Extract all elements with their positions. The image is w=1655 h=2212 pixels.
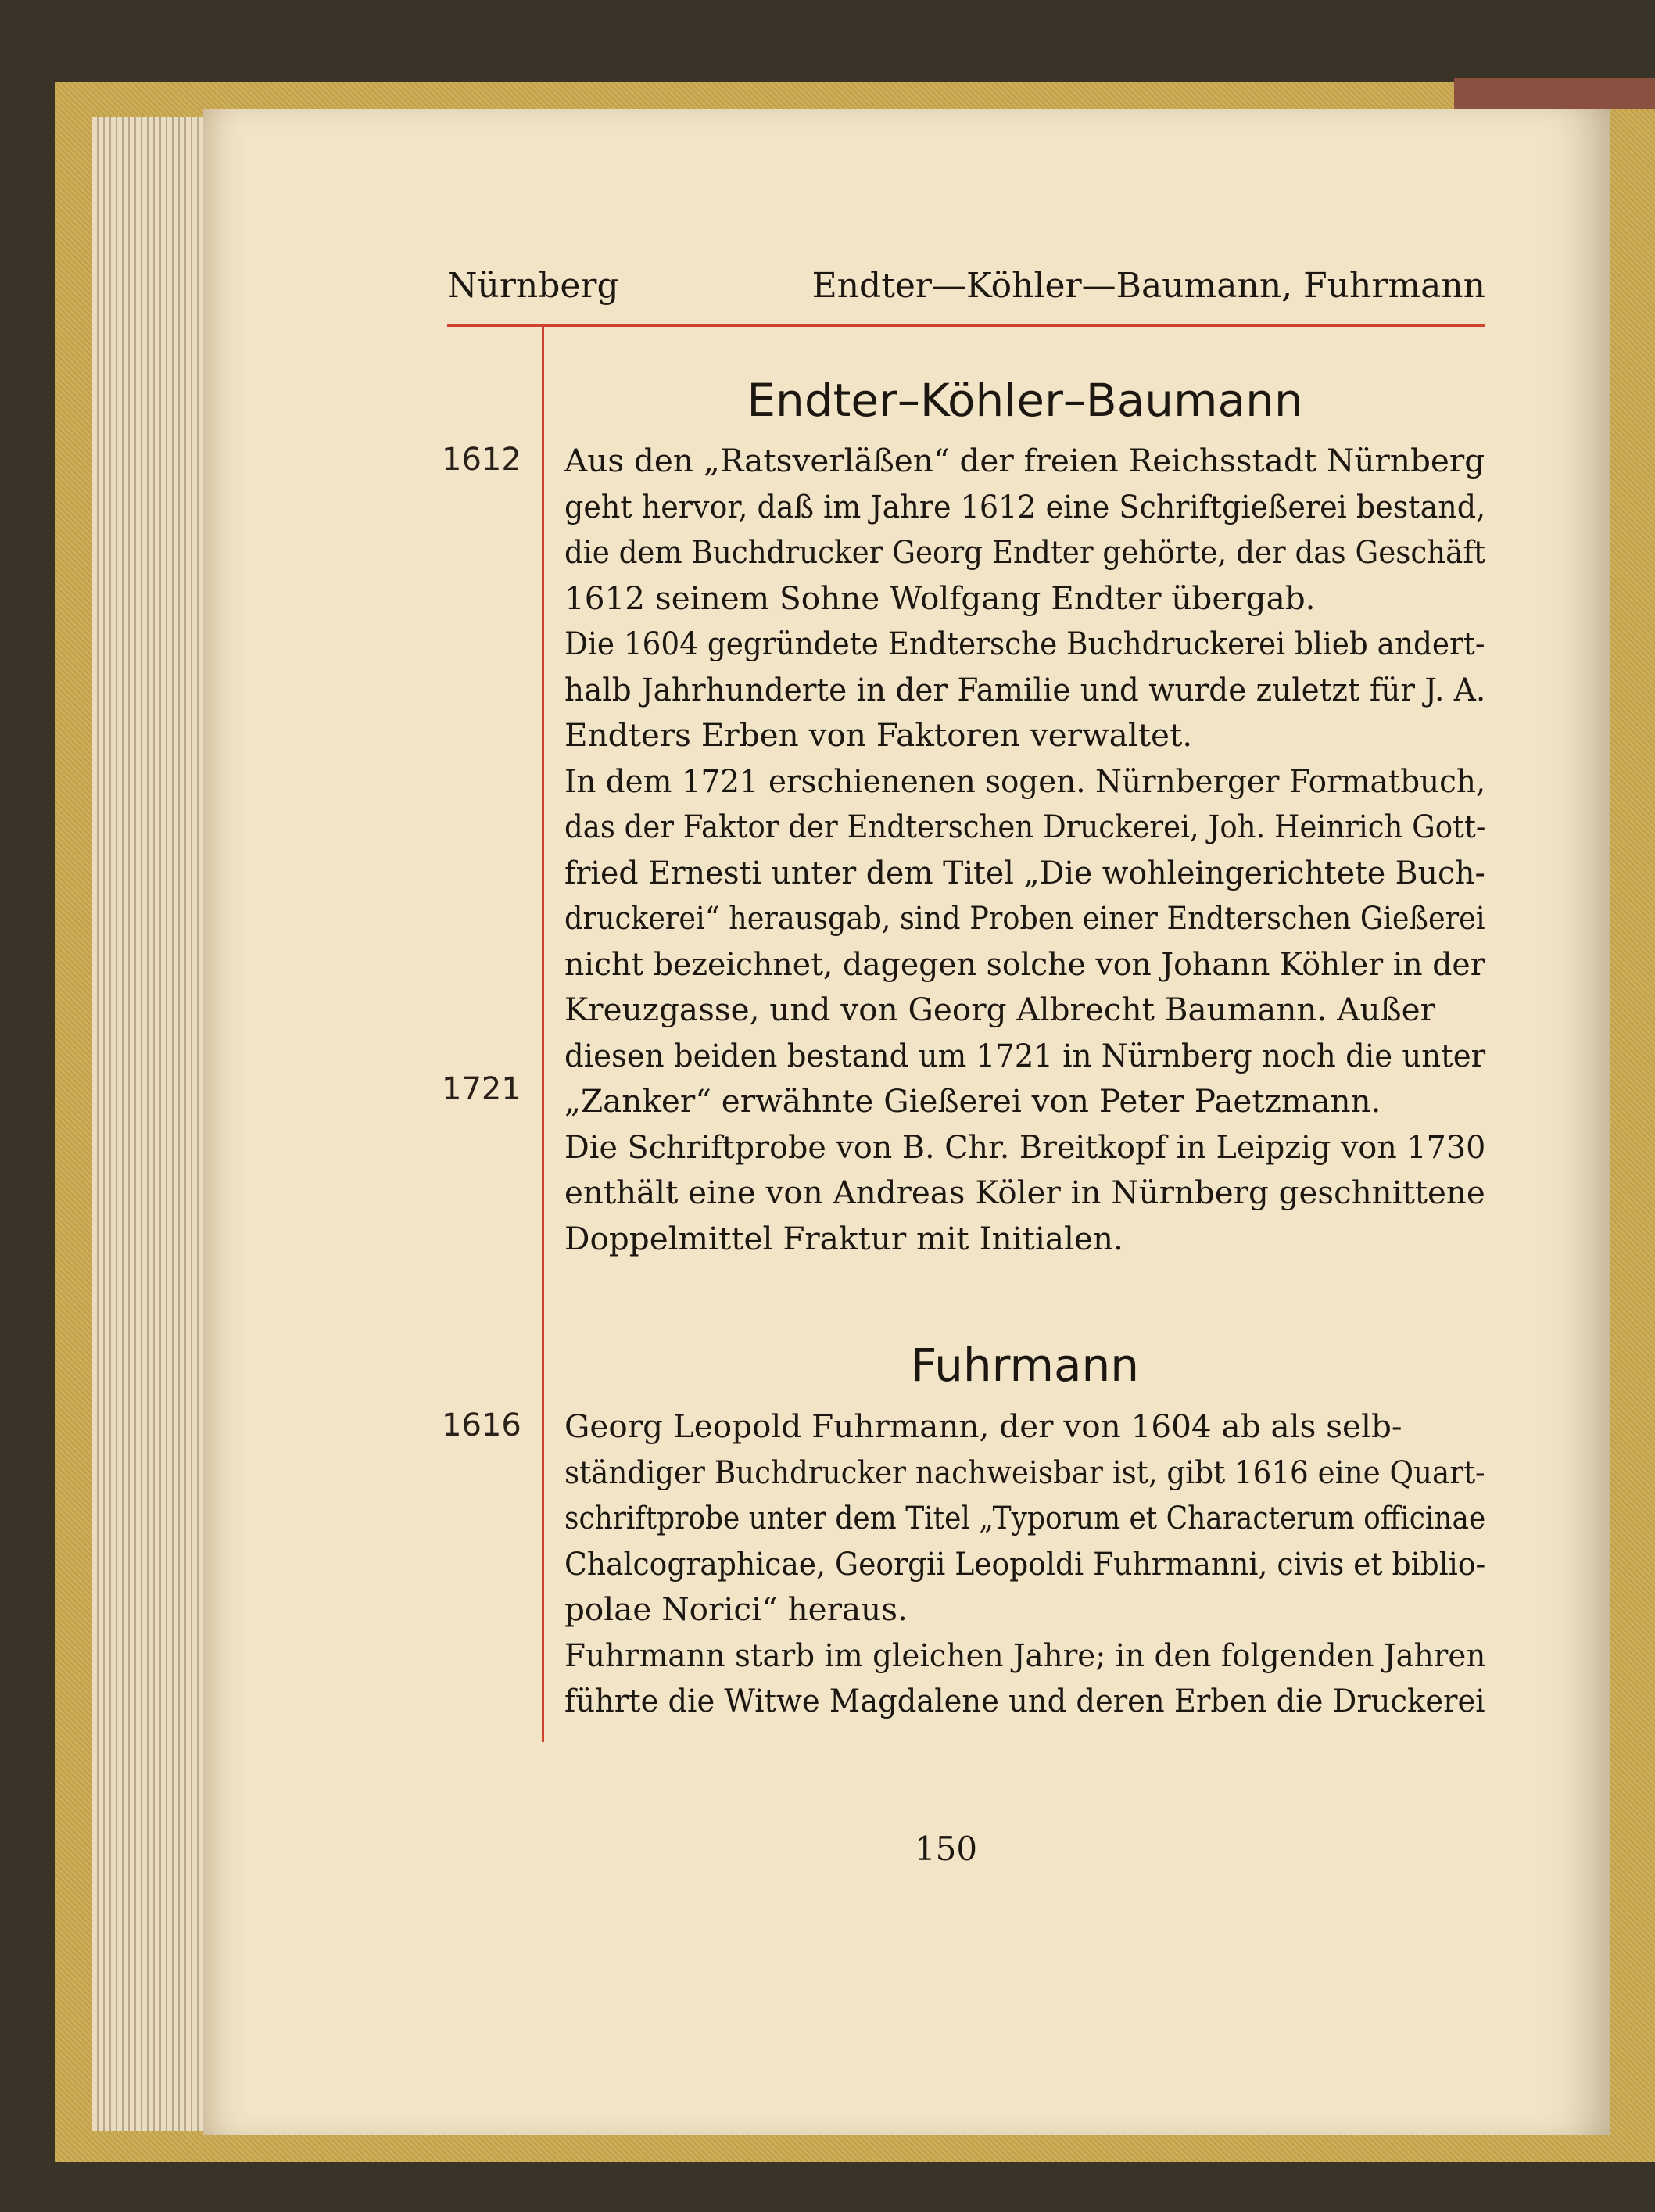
page-number: 150	[914, 1830, 978, 1868]
text-line: enthält eine von Andreas Köler in Nürnberg geschnittene	[564, 1174, 1485, 1211]
margin-year: 1616	[442, 1407, 521, 1443]
text-line: „Zanker“ erwähnte Gießerei von Peter Paetzmann.	[564, 1082, 1381, 1120]
running-head-left: Nürnberg	[447, 266, 619, 306]
running-head	[447, 266, 1485, 321]
text-line: ständiger Buchdrucker nachweisbar ist, gibt 1616 eine Quart-	[564, 1453, 1485, 1491]
text-line: Endters Erben von Faktoren verwaltet.	[564, 716, 1193, 754]
margin-year: 1721	[442, 1071, 521, 1107]
text-line: polae Norici“ heraus.	[564, 1590, 908, 1628]
text-line: die dem Buchdrucker Georg Endter gehörte, der das Geschäft	[564, 533, 1486, 571]
text-line: druckerei“ herausgab, sind Proben einer Endterschen Gießerei	[564, 899, 1485, 937]
text-line: 1612 seinem Sohne Wolfgang Endter übergab.	[564, 579, 1316, 617]
page-edges	[92, 117, 210, 2131]
text-line: diesen beiden bestand um 1721 in Nürnberg noch die unter	[564, 1036, 1486, 1074]
text-line: schriftprobe unter dem Titel „Typorum et Characterum officinae	[564, 1499, 1486, 1536]
text-line: Die 1604 gegründete Endtersche Buchdruckerei blieb andert-	[564, 625, 1485, 662]
text-line: Aus den „Ratsverläßen“ der freien Reichsstadt Nürnberg	[564, 442, 1485, 479]
margin-year: 1612	[442, 442, 521, 478]
cover-spine-strip	[1454, 78, 1655, 109]
text-line: Kreuzgasse, und von Georg Albrecht Baumann. Außer	[564, 991, 1435, 1028]
text-line: führte die Witwe Magdalene und deren Erben die Druckerei	[564, 1682, 1485, 1719]
text-line: nicht bezeichnet, dagegen solche von Johann Köhler in der	[564, 945, 1485, 983]
section-title: Fuhrmann	[910, 1339, 1140, 1392]
running-head-right: Endter—Köhler—Baumann, Fuhrmann	[811, 266, 1485, 306]
text-line: halb Jahrhunderte in der Familie und wurde zuletzt für J. A.	[564, 670, 1486, 708]
text-line: Georg Leopold Fuhrmann, der von 1604 ab als selb-	[564, 1407, 1402, 1445]
section-body	[564, 1404, 1485, 1724]
text-line: das der Faktor der Endterschen Druckerei, Joh. Heinrich Gott-	[564, 808, 1486, 845]
text-line: Die Schriftprobe von B. Chr. Breitkopf in Leipzig von 1730	[564, 1128, 1486, 1166]
text-line: fried Ernesti unter dem Titel „Die wohleingerichtete Buch-	[564, 853, 1485, 891]
margin-rule	[542, 327, 544, 1742]
section-body	[564, 438, 1485, 1261]
text-line: In dem 1721 erschienenen sogen. Nürnberger Formatbuch,	[564, 762, 1486, 800]
text-line: Fuhrmann starb im gleichen Jahre; in den folgenden Jahren	[564, 1636, 1486, 1674]
text-line: Doppelmittel Fraktur mit Initialen.	[564, 1219, 1123, 1257]
text-line: Chalcographicae, Georgii Leopoldi Fuhrmanni, civis et biblio-	[564, 1544, 1486, 1583]
text-line: geht hervor, daß im Jahre 1612 eine Schriftgießerei bestand,	[564, 487, 1486, 525]
header-rule	[447, 324, 1485, 327]
section-title: Endter–Köhler–Baumann	[747, 374, 1303, 427]
